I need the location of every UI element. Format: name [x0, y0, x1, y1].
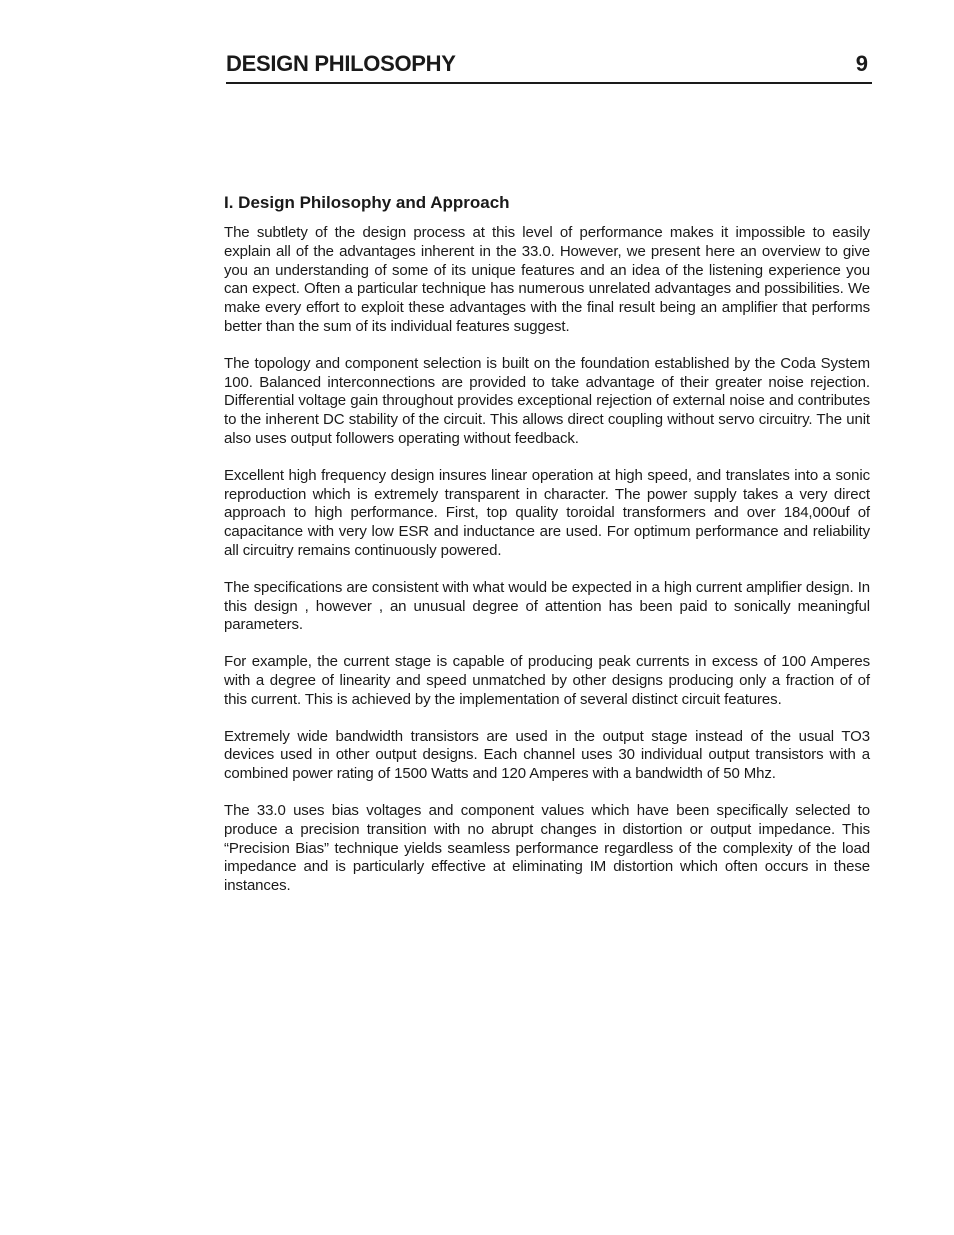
section-heading: I. Design Philosophy and Approach — [224, 193, 510, 212]
main-content — [224, 191, 870, 914]
paragraph-high-frequency: Excellent high frequency design insures linear operation at high speed, and translates into a sonic reproduction which is extremely transparent in character. The power supply takes a very direct approach to high performance. First, top quality toroidal transformers and over 184,000uf of capacitance with very low ESR and inductance are used. For optimum performance and reliability all circuitry remains continuously powered. — [224, 466, 870, 559]
paragraph-specifications: The specifications are consistent with what would be expected in a high current amplifier design. In this design , however , an unusual degree of attention has been paid to sonically meaningful parameters. — [224, 578, 870, 634]
paragraph-overview: The subtlety of the design process at this level of performance makes it impossible to easily explain all of the advantages inherent in the 33.0. However, we present here an overview to give you an understanding of some of its unique features and an idea of the listening experience you can expect. Often a particular technique has numerous unrelated advantages and possibilities. We make every effort to exploit these advantages with the final result being an amplifier that performs better than the sum of its individual features suggest. — [224, 224, 870, 335]
page-title: DESIGN PHILOSOPHY — [226, 51, 456, 76]
paragraph-precision-bias: The 33.0 uses bias voltages and component values which have been specifically selected to produce a precision transition with no abrupt changes in distortion or output impedance. This “Precision Bias” technique yields seamless performance regardless of the complexity of the load impedance and is particularly effective at eliminating IM distortion which often occurs in these instances. — [224, 801, 870, 895]
page-header — [226, 50, 872, 84]
paragraph-output-transistors: Extremely wide bandwidth transistors are used in the output stage instead of the usual TO3 devices used in other output designs. Each channel uses 30 individual output transistors with a combined power rating of 1500 Watts and 120 Amperes with a bandwidth of 50 Mhz. — [224, 727, 870, 783]
paragraph-topology: The topology and component selection is built on the foundation established by the Coda System 100. Balanced interconnections are provided to take advantage of their greater noise rejection. Differential voltage gain throughout provides exceptional rejection of external noise and contributes to the inherent DC stability of the circuit. This allows direct coupling without servo circuitry. The unit also uses output followers operating without feedback. — [224, 354, 870, 447]
paragraph-current-stage: For example, the current stage is capable of producing peak currents in excess of 100 Amperes with a degree of linearity and speed unmatched by other designs producing only a fraction of of this current. This is achieved by the implementation of several distinct circuit features. — [224, 653, 870, 708]
page-number: 9 — [855, 51, 868, 76]
